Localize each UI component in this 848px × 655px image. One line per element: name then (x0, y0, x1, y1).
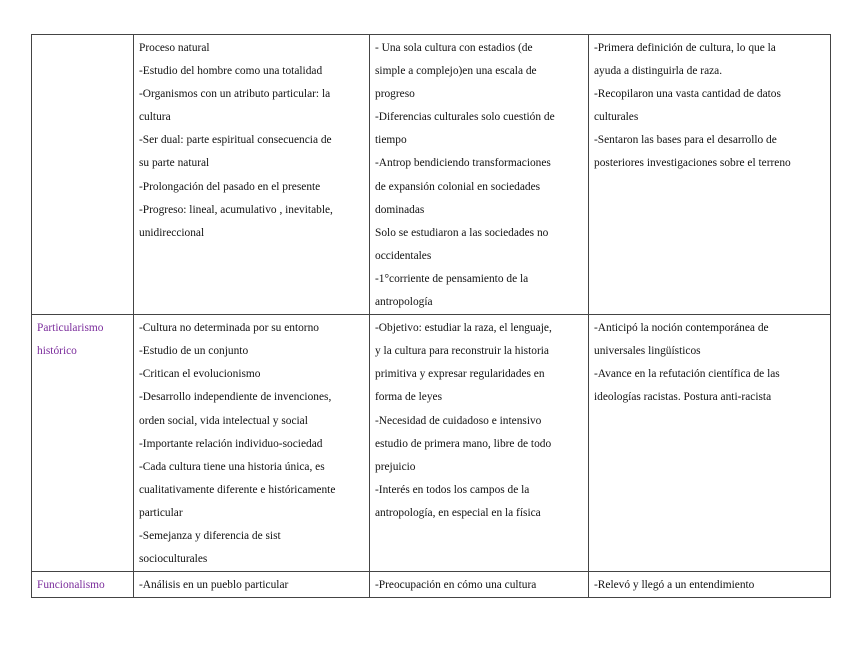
contributions-cell (589, 315, 831, 572)
characteristics-cell (134, 572, 370, 598)
cell-line: estudio de primera mano, libre de todo (375, 437, 552, 450)
cell-line: orden social, vida intelectual y social (139, 414, 308, 427)
cell-line: simple a complejo)en una escala de (375, 65, 537, 78)
cell-line: -Recopilaron una vasta cantidad de datos (594, 88, 781, 101)
cell-line: -Desarrollo independiente de invenciones, (139, 391, 332, 404)
cell-line: antropología, en especial en la física (375, 506, 541, 519)
contributions-cell (589, 35, 831, 315)
row-label-cell (32, 315, 134, 572)
cell-line: -Diferencias culturales solo cuestión de (375, 111, 555, 124)
cell-line: unidireccional (139, 226, 205, 239)
cell-line: ideologías racistas. Postura anti-racista (594, 391, 772, 404)
row-label-line: Funcionalismo (37, 579, 105, 592)
cell-line: -Importante relación individuo-sociedad (139, 437, 323, 450)
cell-line: progreso (375, 88, 415, 101)
cell-line: -Ser dual: parte espiritual consecuencia de (139, 134, 332, 147)
cell-line: primitiva y expresar regularidades en (375, 368, 545, 381)
cell-line: de expansión colonial en sociedades (375, 180, 541, 193)
cell-line: -Estudio de un conjunto (139, 345, 249, 358)
table-row (32, 315, 831, 572)
cell-line: particular (139, 506, 183, 519)
cell-line: -Semejanza y diferencia de sist (139, 529, 281, 542)
cell-line: dominadas (375, 203, 425, 216)
cell-line: -Estudio del hombre como una totalidad (139, 65, 323, 78)
cell-line: socioculturales (139, 553, 208, 566)
cell-line: universales lingüísticos (594, 345, 701, 358)
cell-line: -1°corriente de pensamiento de la (375, 272, 529, 285)
cell-line: posteriores investigaciones sobre el terreno (594, 157, 791, 170)
characteristics-cell (134, 35, 370, 315)
cell-line: -Relevó y llegó a un entendimiento (594, 579, 755, 592)
cell-line: Solo se estudiaron a las sociedades no (375, 226, 549, 239)
cell-line: culturales (594, 111, 639, 124)
cell-line: - Una sola cultura con estadios (de (375, 42, 533, 54)
cell-line: -Prolongación del pasado en el presente (139, 180, 321, 193)
cell-line: cualitativamente diferente e históricamente (139, 483, 336, 496)
table-row (32, 35, 831, 315)
cell-line: prejuicio (375, 460, 416, 473)
cell-line: -Critican el evolucionismo (139, 368, 261, 381)
cell-line: -Cultura no determinada por su entorno (139, 322, 319, 335)
cell-line: occidentales (375, 249, 432, 262)
cell-line: -Preocupación en cómo una cultura (375, 579, 537, 592)
cell-line: su parte natural (139, 157, 210, 170)
cell-line: forma de leyes (375, 391, 443, 404)
notes-cell (370, 315, 589, 572)
cell-line: -Sentaron las bases para el desarrollo de (594, 134, 777, 147)
cell-line: Proceso natural (139, 42, 210, 54)
row-label-cell (32, 572, 134, 598)
contributions-cell (589, 572, 831, 598)
document-table (31, 34, 831, 598)
cell-line: tiempo (375, 134, 407, 147)
row-label-cell (32, 35, 134, 315)
cell-line: -Objetivo: estudiar la raza, el lenguaje, (375, 322, 552, 335)
notes-cell (370, 35, 589, 315)
cell-line: cultura (139, 111, 171, 124)
cell-line: -Necesidad de cuidadoso e intensivo (375, 414, 542, 427)
row-label-line: Particularismo (37, 322, 104, 335)
cell-line: -Primera definición de cultura, lo que la (594, 42, 776, 54)
cell-line: -Antrop bendiciendo transformaciones (375, 157, 551, 170)
characteristics-cell (134, 315, 370, 572)
cell-line: -Progreso: lineal, acumulativo , inevitable, (139, 203, 333, 216)
notes-cell (370, 572, 589, 598)
cell-line: -Cada cultura tiene una historia única, es (139, 460, 325, 473)
cell-line: -Organismos con un atributo particular: la (139, 88, 331, 101)
cell-line: ayuda a distinguirla de raza. (594, 65, 723, 78)
cell-line: -Avance en la refutación científica de las (594, 368, 780, 381)
cell-line: y la cultura para reconstruir la historia (375, 345, 549, 358)
cell-line: antropología (375, 296, 433, 309)
table-row (32, 572, 831, 598)
cell-line: -Interés en todos los campos de la (375, 483, 530, 496)
cell-line: -Anticipó la noción contemporánea de (594, 322, 769, 335)
cell-line: -Análisis en un pueblo particular (139, 579, 289, 592)
row-label-line: histórico (37, 345, 77, 358)
